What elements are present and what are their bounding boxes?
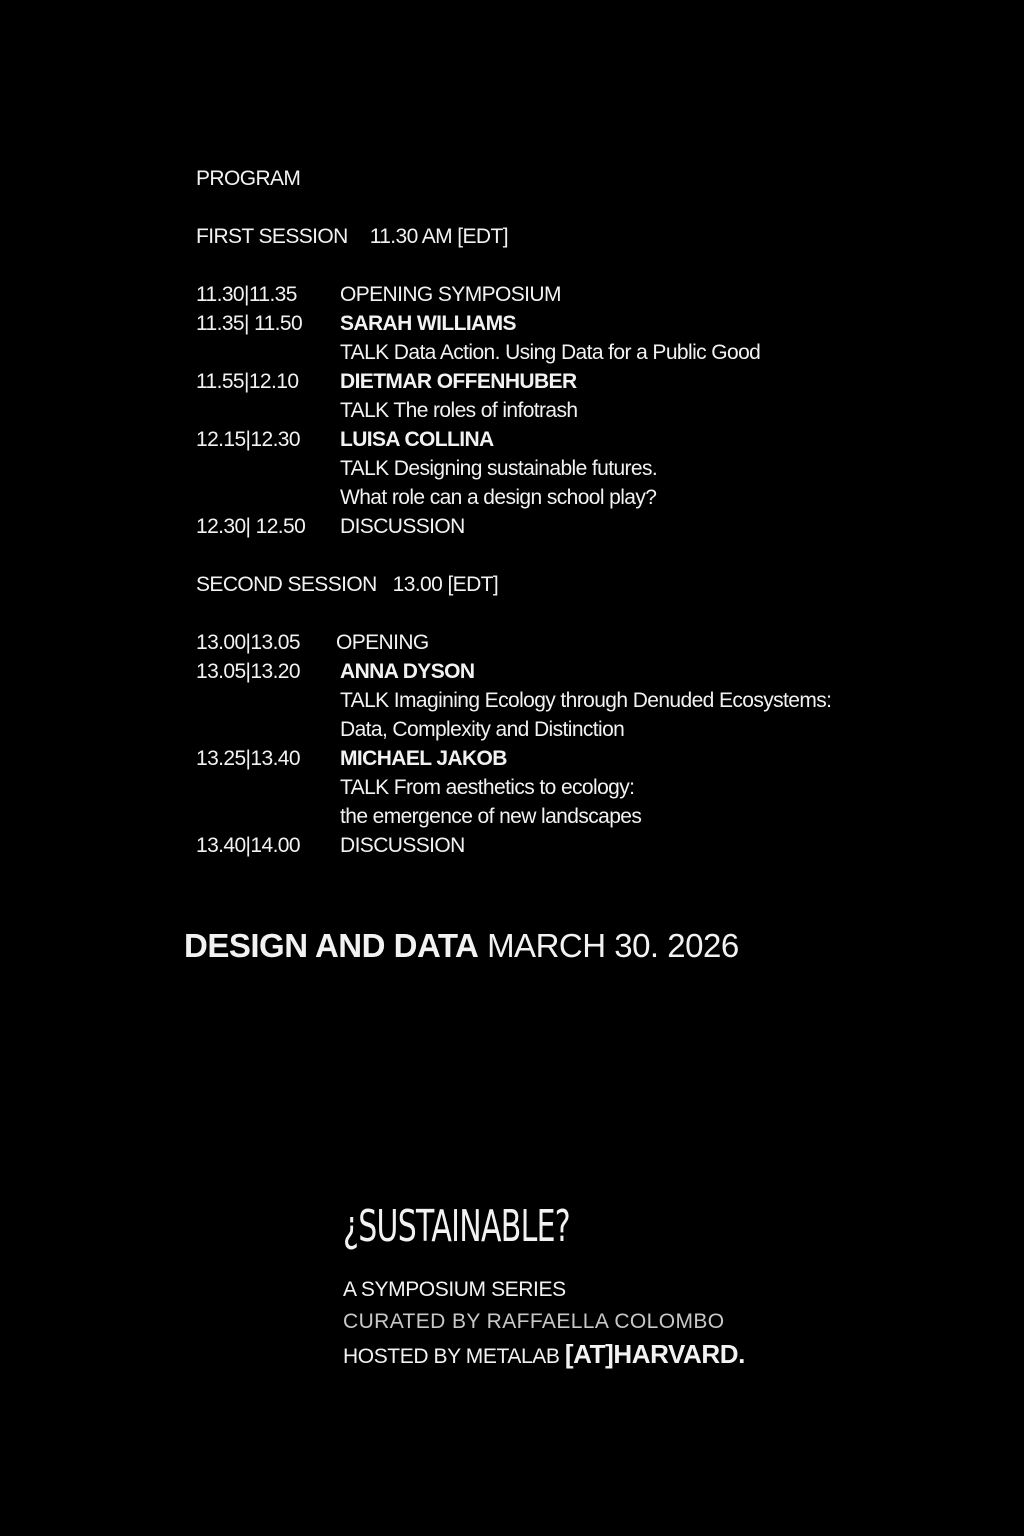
session-time: 11.30 AM [EDT]	[369, 225, 508, 248]
session-header	[196, 222, 996, 251]
slot-title: OPENING	[336, 631, 429, 654]
slot-time: 13.40|14.00	[196, 834, 300, 857]
speaker-name: DIETMAR OFFENHUBER	[340, 370, 577, 393]
slot-title: DISCUSSION	[340, 515, 465, 538]
event-date: MARCH 30. 2026	[487, 927, 739, 964]
schedule-row	[196, 744, 996, 773]
session-time: 13.00 [EDT]	[392, 573, 499, 596]
slot-title: OPENING SYMPOSIUM	[340, 283, 561, 306]
host-prefix: HOSTED BY METALAB	[343, 1345, 560, 1368]
event-name: DESIGN AND DATA	[184, 927, 479, 964]
talk-title: Data, Complexity and Distinction	[340, 718, 625, 741]
session-header	[196, 570, 996, 599]
slot-time: 12.15|12.30	[196, 428, 300, 451]
program-heading: PROGRAM	[196, 167, 301, 190]
speaker-name: LUISA COLLINA	[340, 428, 494, 451]
talk-title: TALK From aesthetics to ecology:	[340, 776, 635, 799]
slot-time: 12.30| 12.50	[196, 515, 306, 538]
program-schedule	[196, 164, 996, 860]
schedule-row	[196, 657, 996, 686]
series-block	[343, 1200, 745, 1373]
speaker-name: ANNA DYSON	[340, 660, 475, 683]
speaker-name: SARAH WILLIAMS	[340, 312, 516, 335]
schedule-row	[196, 512, 996, 541]
slot-time: 11.35| 11.50	[196, 312, 303, 335]
series-title: ¿SUSTAINABLE?	[343, 1201, 571, 1252]
series-subtitle: A SYMPOSIUM SERIES	[343, 1278, 566, 1301]
session-label: SECOND SESSION	[196, 573, 377, 596]
schedule-row	[196, 831, 996, 860]
schedule-row	[196, 280, 996, 309]
talk-title: the emergence of new landscapes	[340, 805, 642, 828]
slot-time: 11.30|11.35	[196, 283, 297, 306]
slot-title: DISCUSSION	[340, 834, 465, 857]
series-host	[343, 1338, 745, 1373]
schedule-row	[196, 425, 996, 454]
talk-title: TALK Data Action. Using Data for a Public Good	[340, 341, 761, 364]
session-label: FIRST SESSION	[196, 225, 348, 248]
slot-time: 13.05|13.20	[196, 660, 300, 683]
speaker-name: MICHAEL JAKOB	[340, 747, 507, 770]
schedule-row	[196, 628, 996, 657]
schedule-row	[196, 309, 996, 338]
talk-title: TALK Imagining Ecology through Denuded Ecosystems:	[340, 689, 832, 712]
series-curator: CURATED BY RAFFAELLA COLOMBO	[343, 1310, 725, 1333]
talk-title: What role can a design school play?	[340, 486, 657, 509]
slot-time: 13.00|13.05	[196, 631, 300, 654]
host-name: [AT]HARVARD.	[564, 1339, 745, 1369]
slot-time: 11.55|12.10	[196, 370, 299, 393]
talk-title: TALK Designing sustainable futures.	[340, 457, 658, 480]
schedule-row	[196, 367, 996, 396]
event-title	[184, 924, 739, 968]
slot-time: 13.25|13.40	[196, 747, 300, 770]
talk-title: TALK The roles of infotrash	[340, 399, 578, 422]
